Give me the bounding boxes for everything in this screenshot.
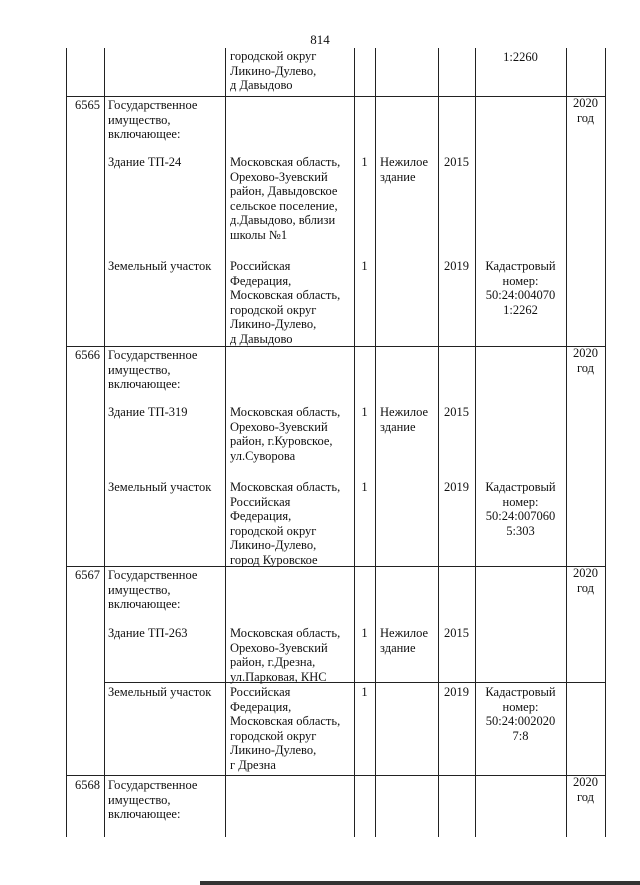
- item-built-year: 2015: [444, 405, 469, 419]
- item-type: Нежилое здание: [380, 155, 429, 184]
- item-cadastral-note: Кадастровый номер: 50:24:007060 5:303: [485, 480, 556, 538]
- item-built-year: 2019: [444, 480, 469, 494]
- entry-title: Государственное имущество, включающее:: [108, 568, 198, 611]
- item-built-year: 2019: [444, 685, 469, 699]
- top-fragment-cadastral: 1:2260: [503, 50, 538, 64]
- item-built-year: 2015: [444, 155, 469, 169]
- scan-edge: [200, 881, 640, 885]
- item-qty: 1: [361, 480, 368, 494]
- item-address: Московская область, Орехово-Зуевский район, г.Дрезна, ул.Парковая, КНС: [230, 626, 341, 684]
- page-number: 814: [310, 32, 330, 47]
- item-cadastral-note: Кадастровый номер: 50:24:002020 7:8: [485, 685, 556, 743]
- item-qty: 1: [361, 405, 368, 419]
- top-fragment-address: городской округ Ликино-Дулево, д Давыдово: [230, 49, 317, 92]
- item-name: Здание ТП-319: [108, 405, 188, 419]
- item-cadastral-note: Кадастровый номер: 50:24:004070 1:2262: [485, 259, 556, 317]
- item-qty: 1: [361, 155, 368, 169]
- item-built-year: 2019: [444, 259, 469, 273]
- entry-number: 6565: [75, 98, 100, 112]
- entry-year: 2020 год: [573, 775, 598, 804]
- entry-year: 2020 год: [573, 96, 598, 125]
- entry-title: Государственное имущество, включающее:: [108, 778, 198, 821]
- item-qty: 1: [361, 685, 368, 699]
- entry-year: 2020 год: [573, 566, 598, 595]
- item-qty: 1: [361, 626, 368, 640]
- item-name: Земельный участок: [108, 259, 212, 273]
- item-address: Московская область, Орехово-Зуевский район, Давыдовское сельское поселение, д.Давыдово, вблизи школы №1: [230, 155, 341, 242]
- entry-year: 2020 год: [573, 346, 598, 375]
- item-name: Земельный участок: [108, 685, 212, 699]
- item-address: Московская область, Орехово-Зуевский район, г.Куровское, ул.Суворова: [230, 405, 341, 463]
- item-address: Российская Федерация, Московская область, городской округ Ликино-Дулево, г Дрезна: [230, 685, 341, 772]
- entry-title: Государственное имущество, включающее:: [108, 98, 198, 141]
- item-name: Здание ТП-24: [108, 155, 182, 169]
- entry-title: Государственное имущество, включающее:: [108, 348, 198, 391]
- entry-number: 6567: [75, 568, 100, 582]
- entry-number: 6568: [75, 778, 100, 792]
- item-address: Московская область, Российская Федерация, городской округ Ликино-Дулево, город Куровское: [230, 480, 341, 567]
- entry-number: 6566: [75, 348, 100, 362]
- item-name: Здание ТП-263: [108, 626, 188, 640]
- item-type: Нежилое здание: [380, 626, 429, 655]
- item-qty: 1: [361, 259, 368, 273]
- item-address: Российская Федерация, Московская область, городской округ Ликино-Дулево, д Давыдово: [230, 259, 341, 346]
- item-built-year: 2015: [444, 626, 469, 640]
- item-type: Нежилое здание: [380, 405, 429, 434]
- item-name: Земельный участок: [108, 480, 212, 494]
